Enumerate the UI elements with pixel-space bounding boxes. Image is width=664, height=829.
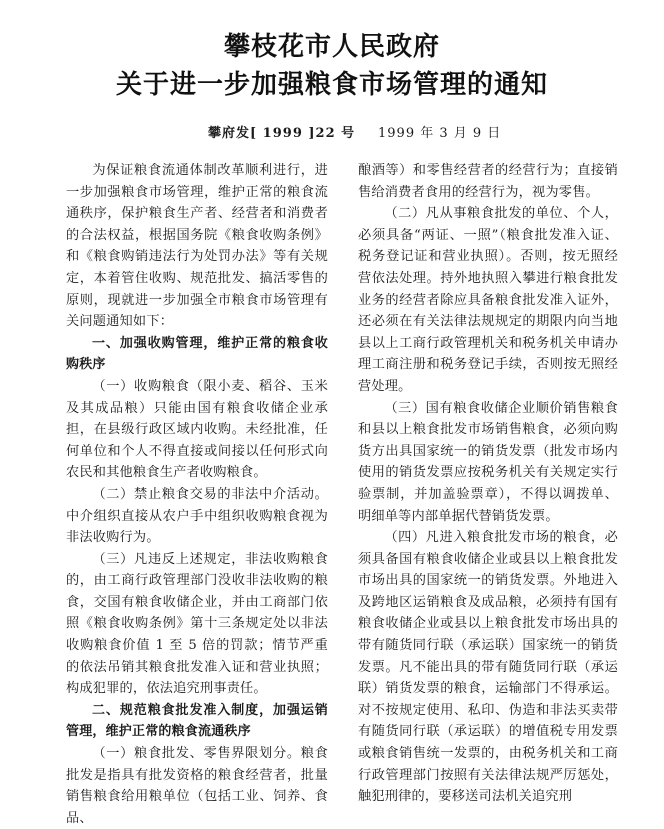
paragraph: （一）收购粮食（限小麦、稻谷、玉米及其成品粮）只能由国有粮食收储企业承担，在县级行政区域内收购。未经批准，任何单位和个人不得直接或间接以任何形式向农民和其他粮食生产者收购粮食。 xyxy=(66,378,328,481)
document-date: 1999 年 3 月 9 日 xyxy=(378,126,502,141)
title-line-2: 关于进一步加强粮食市场管理的通知 xyxy=(115,70,548,100)
paragraph: （四）凡进入粮食批发市场的粮食，必须具备国有粮食收储企业或县以上粮食批发市场出具的国家统一的销货发票。外地进入及跨地区运销粮食及成品粮，必须持有国有粮食收储企业或县以上粮食批发市场出具的带有随货同行联（承运联）国家统一的销货发票。凡不能出具的带有随货同行联（承运联）销货发票的粮食，运输部门不得承运。对不按规定使用、私印、伪造和非法买卖带有随货同行联（承运联）的增值税专用发票或粮食销售统一发票的，由税务机关和工商行政管理部门按照有关法律法规严厉惩处，触犯刑律的，要移送司法机关追究刑 xyxy=(358,530,618,805)
section-heading-1: 一、加强收购管理，维护正常的粮食收购秩序 xyxy=(66,335,328,373)
paragraph-continued: 酿酒等）和零售经营者的经营行为；直接销售给消费者食用的经营行为，视为零售。 xyxy=(358,163,618,200)
paragraph: （一）粮食批发、零售界限划分。粮食批发是指具有批发资格的粮食经营者，批量销售粮食给用粮单位（包括工业、饲养、食品、 xyxy=(66,746,328,826)
title-line-1: 攀枝花市人民政府 xyxy=(223,32,440,62)
paragraph: （三）凡违反上述规定，非法收购粮食的，由工商行政管理部门没收非法收购的粮食，交国有粮食收储企业，并由工商部门依照《粮食收购条例》第十三条规定处以非法收购粮食价值 1 至 5 倍的罚款；情节严重的依法吊销其粮食批发准入证和营业执照；构成犯罪的，依法追究刑事责任。 xyxy=(66,551,328,697)
intro-paragraph: 为保证粮食流通体制改革顺利进行，进一步加强粮食市场管理，维护正常的粮食流通秩序，保护粮食生产者、经营者和消费者的合法权益，根据国务院《粮食收购条例》和《粮食购销违法行为处罚办法》等有关规定，本着管住收购、规范批发、搞活零售的原则，现就进一步加强全市粮食市场管理有关问题通知如下： xyxy=(66,163,328,330)
paragraph: （三）国有粮食收储企业顺价销售粮食和县以上粮食批发市场销售粮食，必须向购货方出具国家统一的销货发票（批发市场内使用的销货发票应按税务机关有关规定实行验票制，并加盖验票章），不得以调拨单、明细单等内部单据代替销货发票。 xyxy=(358,400,618,524)
paragraph: （二）禁止粮食交易的非法中介活动。中介组织直接从农户手中组织收购粮食视为非法收购行为。 xyxy=(66,486,328,546)
document-number: 攀府发[ 1999 ]22 号 xyxy=(208,126,356,141)
left-column xyxy=(66,160,328,826)
paragraph: （二）凡从事粮食批发的单位、个人，必须具备“两证、一照”（粮食批发准入证、税务登记证和营业执照）。否则，按无照经营依法处理。持外地执照入攀进行粮食批发业务的经营者除应具备粮食批发准入证外，还必须在有关法律法规规定的期限内向当地县以上工商行政管理机关和税务机关申请办理工商注册和税务登记手续，否则按无照经营处理。 xyxy=(358,206,618,394)
section-heading-2: 二、规范粮食批发准入制度，加强运销管理，维护正常的粮食流通秩序 xyxy=(66,702,328,740)
right-column xyxy=(358,160,618,805)
